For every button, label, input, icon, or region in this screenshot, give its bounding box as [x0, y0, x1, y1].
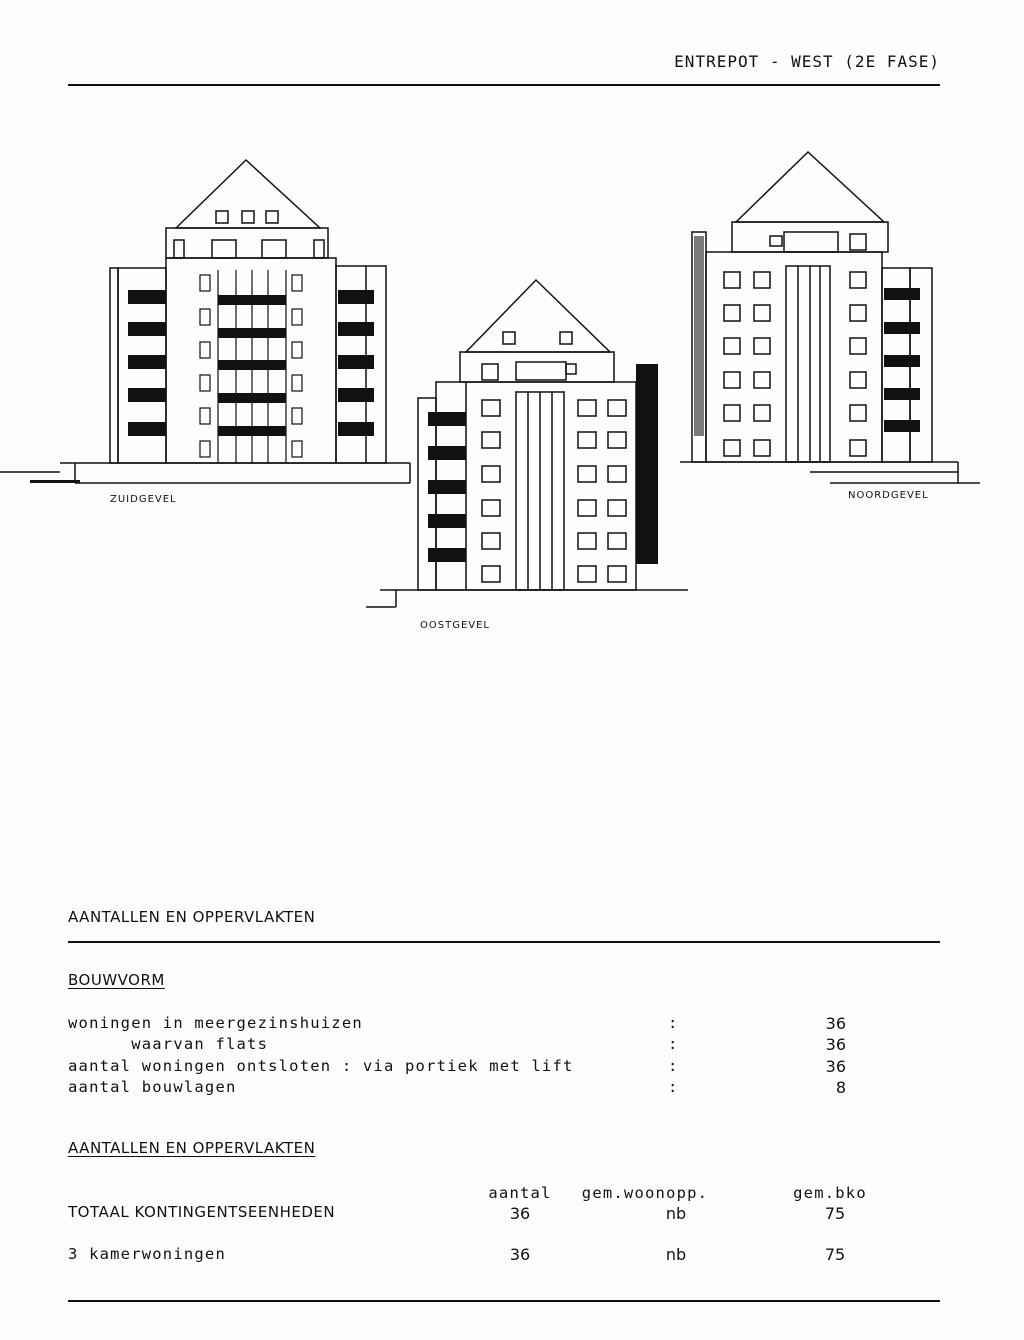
table-cell-woonopp: nb	[665, 1204, 687, 1223]
section-title-aantallen-2: AANTALLEN EN OPPERVLAKTEN	[68, 1139, 316, 1157]
footer-rule	[68, 1300, 940, 1302]
table-cell-aantal: 36	[509, 1204, 531, 1223]
bouwvorm-row-label: aantal bouwlagen	[68, 1078, 237, 1096]
bouwvorm-row-label: waarvan flats	[68, 1035, 269, 1053]
zuidgevel-label: ZUIDGEVEL	[110, 494, 177, 505]
table-row-label: TOTAAL KONTINGENTSEENHEDEN	[68, 1203, 336, 1221]
col-header-woonopp: gem.woonopp.	[581, 1184, 709, 1202]
col-header-aantal: aantal	[488, 1184, 552, 1202]
section-rule	[68, 941, 940, 943]
table-row-label: 3 kamerwoningen	[68, 1245, 226, 1263]
table-cell-aantal: 36	[509, 1245, 531, 1264]
table-cell-bko: 75	[824, 1204, 846, 1223]
col-header-bko: gem.bko	[793, 1184, 867, 1202]
table-cell-woonopp: nb	[665, 1245, 687, 1264]
bouwvorm-row-label: woningen in meergezinshuizen	[68, 1014, 363, 1032]
noordgevel-drawing	[680, 152, 980, 483]
bouwvorm-row-label: aantal woningen ontsloten : via portiek met lift	[68, 1057, 574, 1075]
bouwvorm-row-sep: :	[668, 1078, 679, 1096]
page-header-title: ENTREPOT - WEST (2E FASE)	[674, 52, 940, 71]
bouwvorm-title: BOUWVORM	[68, 971, 165, 989]
bouwvorm-row-value: 36	[825, 1014, 846, 1033]
bouwvorm-row-value: 8	[835, 1078, 846, 1097]
bouwvorm-row-value: 36	[825, 1035, 846, 1054]
bouwvorm-row-sep: :	[668, 1014, 679, 1032]
oostgevel-label: OOSTGEVEL	[420, 620, 490, 631]
noordgevel-label: NOORDGEVEL	[848, 490, 929, 501]
bouwvorm-row-sep: :	[668, 1035, 679, 1053]
table-cell-bko: 75	[824, 1245, 846, 1264]
section-title-aantallen: AANTALLEN EN OPPERVLAKTEN	[68, 908, 316, 926]
elevation-drawings	[0, 0, 1024, 660]
bouwvorm-row-value: 36	[825, 1057, 846, 1076]
bouwvorm-row-sep: :	[668, 1057, 679, 1075]
